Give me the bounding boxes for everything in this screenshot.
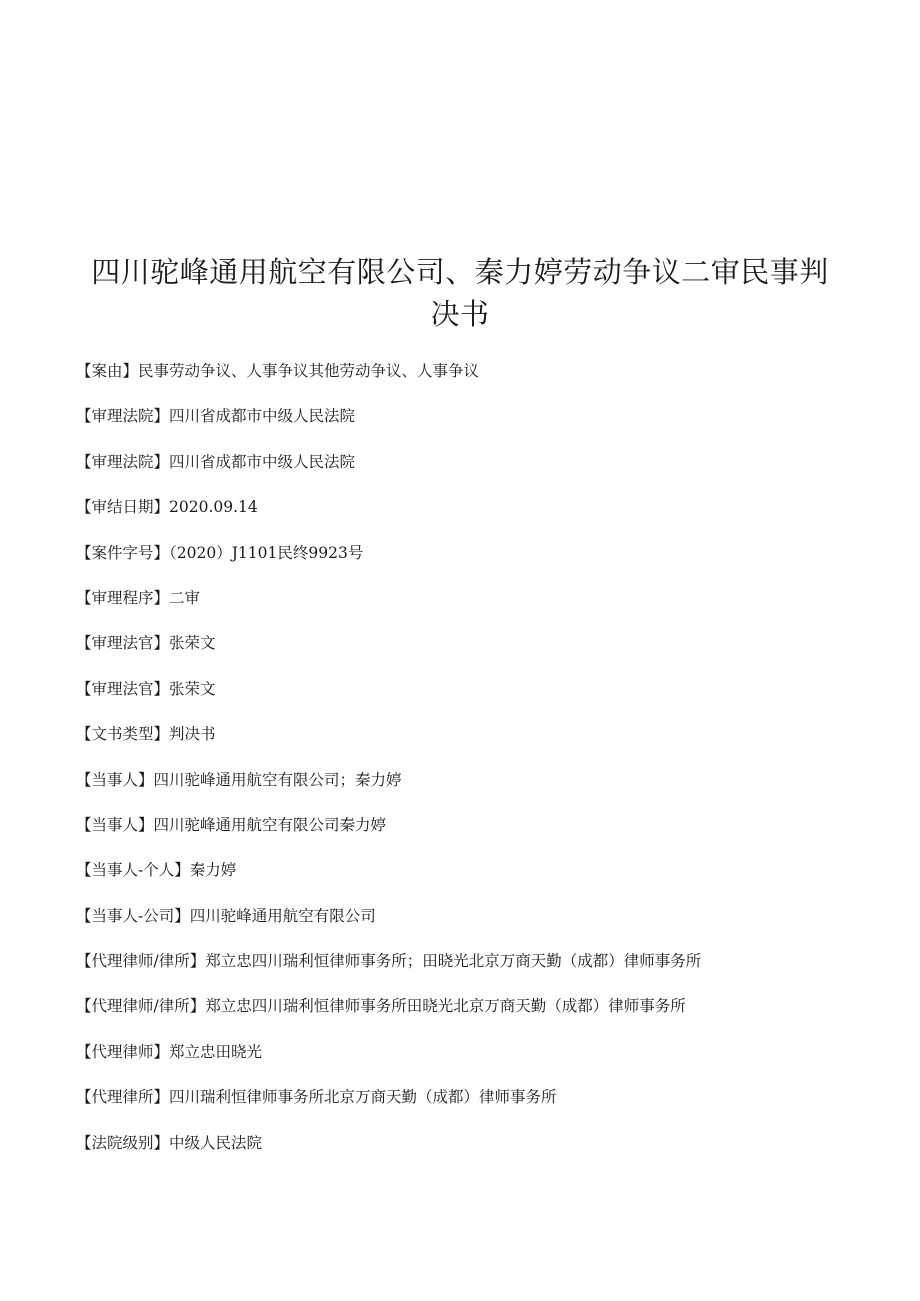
field-value: 四川驼峰通用航空有限公司 xyxy=(189,906,376,925)
field-label: 【审理程序】 xyxy=(76,588,170,607)
document-title: 四川驼峰通用航空有限公司、秦力婷劳动争议二审民事判决书 xyxy=(91,255,829,332)
field-document-type xyxy=(76,723,876,768)
field-parties xyxy=(76,814,876,859)
field-value: 秦力婷 xyxy=(189,861,237,880)
field-label: 【案由】 xyxy=(76,362,139,380)
field-label: 【当事人】 xyxy=(76,770,154,789)
field-label: 【审结日期】 xyxy=(76,498,170,517)
field-value: 四川驼峰通用航空有限公司秦力婷 xyxy=(153,815,387,834)
field-judgment-date xyxy=(76,496,876,541)
field-value: 四川驼峰通用航空有限公司；秦力婷 xyxy=(153,770,402,789)
field-value: 郑立忠田晓光 xyxy=(169,1042,263,1061)
field-parties xyxy=(76,769,876,814)
field-value: 四川瑞利恒律师事务所北京万商天勤（成都）律师事务所 xyxy=(169,1088,557,1107)
field-label: 【审理法院】 xyxy=(76,407,170,426)
field-lawyers-firms xyxy=(76,995,876,1040)
field-value: 四川省成都市中级人民法院 xyxy=(169,452,356,471)
field-label: 【法院级别】 xyxy=(76,1133,170,1152)
field-court xyxy=(76,405,876,450)
metadata-list xyxy=(76,360,876,1177)
field-court-level xyxy=(76,1132,876,1177)
field-law-firms xyxy=(76,1086,876,1131)
field-party-individual xyxy=(76,859,876,904)
field-label: 【代理律师/律所】 xyxy=(76,952,206,971)
field-label: 【代理律师】 xyxy=(76,1042,170,1061)
field-value: 民事劳动争议、人事争议其他劳动争议、人事争议 xyxy=(138,362,480,380)
field-label: 【审理法官】 xyxy=(76,634,170,653)
field-label: 【当事人-公司】 xyxy=(76,906,190,925)
field-judge xyxy=(76,678,876,723)
field-lawyers-firms xyxy=(76,950,876,995)
field-value: 四川省成都市中级人民法院 xyxy=(169,407,356,426)
field-value: 二审 xyxy=(169,588,201,607)
field-procedure xyxy=(76,587,876,632)
field-value: 张荣文 xyxy=(169,679,216,698)
field-value: 张荣文 xyxy=(169,634,216,653)
field-label: 【当事人】 xyxy=(76,815,154,834)
field-value: 郑立忠四川瑞利恒律师事务所田晓光北京万商天勤（成都）律师事务所 xyxy=(205,997,686,1016)
field-case-number xyxy=(76,542,876,587)
field-value: 中级人民法院 xyxy=(169,1133,263,1152)
field-label: 【审理法院】 xyxy=(76,452,170,471)
field-value: （2020）J1101民终9923号 xyxy=(169,543,364,562)
field-value: 判决书 xyxy=(169,725,216,744)
field-value: 郑立忠四川瑞利恒律师事务所；田晓光北京万商天勤（成都）律师事务所 xyxy=(205,952,702,971)
field-label: 【代理律所】 xyxy=(76,1088,170,1107)
field-party-company xyxy=(76,905,876,950)
field-court xyxy=(76,451,876,496)
field-label: 【当事人-个人】 xyxy=(76,861,190,880)
field-judge xyxy=(76,632,876,677)
field-label: 【代理律师/律所】 xyxy=(76,997,206,1016)
field-label: 【文书类型】 xyxy=(76,725,170,744)
field-case-cause xyxy=(76,360,876,405)
field-value: 2020.09.14 xyxy=(169,498,258,517)
field-lawyers xyxy=(76,1041,876,1086)
field-label: 【审理法官】 xyxy=(76,679,170,698)
field-label: 【案件字号】 xyxy=(76,543,170,562)
